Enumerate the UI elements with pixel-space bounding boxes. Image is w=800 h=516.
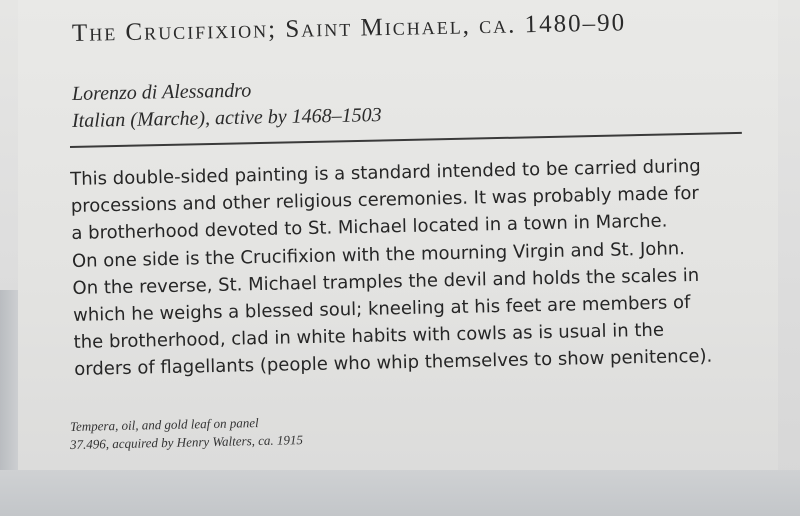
description-line: the brotherhood, clad in white habits with cowls as is usual in the — [73, 319, 665, 354]
artwork-title: The Crucifixion; Saint Michael, ca. 1480–90 — [71, 9, 627, 47]
artist-origin-dates: Italian (Marche), active by 1468–1503 — [71, 104, 382, 132]
wall-background-bottom — [0, 470, 800, 516]
accession-credit: 37.496, acquired by Henry Walters, ca. 1915 — [69, 432, 304, 452]
description-line: On the reverse, St. Michael tramples the devil and holds the scales in — [72, 264, 700, 299]
description-line: orders of flagellants (people who whip themselves to show penitence). — [74, 346, 713, 381]
description-text — [70, 152, 754, 384]
artist-name: Lorenzo di Alessandro — [71, 79, 252, 105]
description-line: This double-sided painting is a standard intended to be carried during — [70, 155, 701, 190]
description-line: On one side is the Crucifixion with the mourning Virgin and St. John. — [71, 237, 686, 272]
description-line: processions and other religious ceremonies. It was probably made for — [70, 183, 699, 218]
description-line: which he weighs a blessed soul; kneeling at his feet are members of — [72, 292, 691, 326]
description-line: a brotherhood devoted to St. Michael located in a town in Marche. — [71, 210, 668, 245]
artwork-medium: Tempera, oil, and gold leaf on panel — [69, 415, 259, 434]
